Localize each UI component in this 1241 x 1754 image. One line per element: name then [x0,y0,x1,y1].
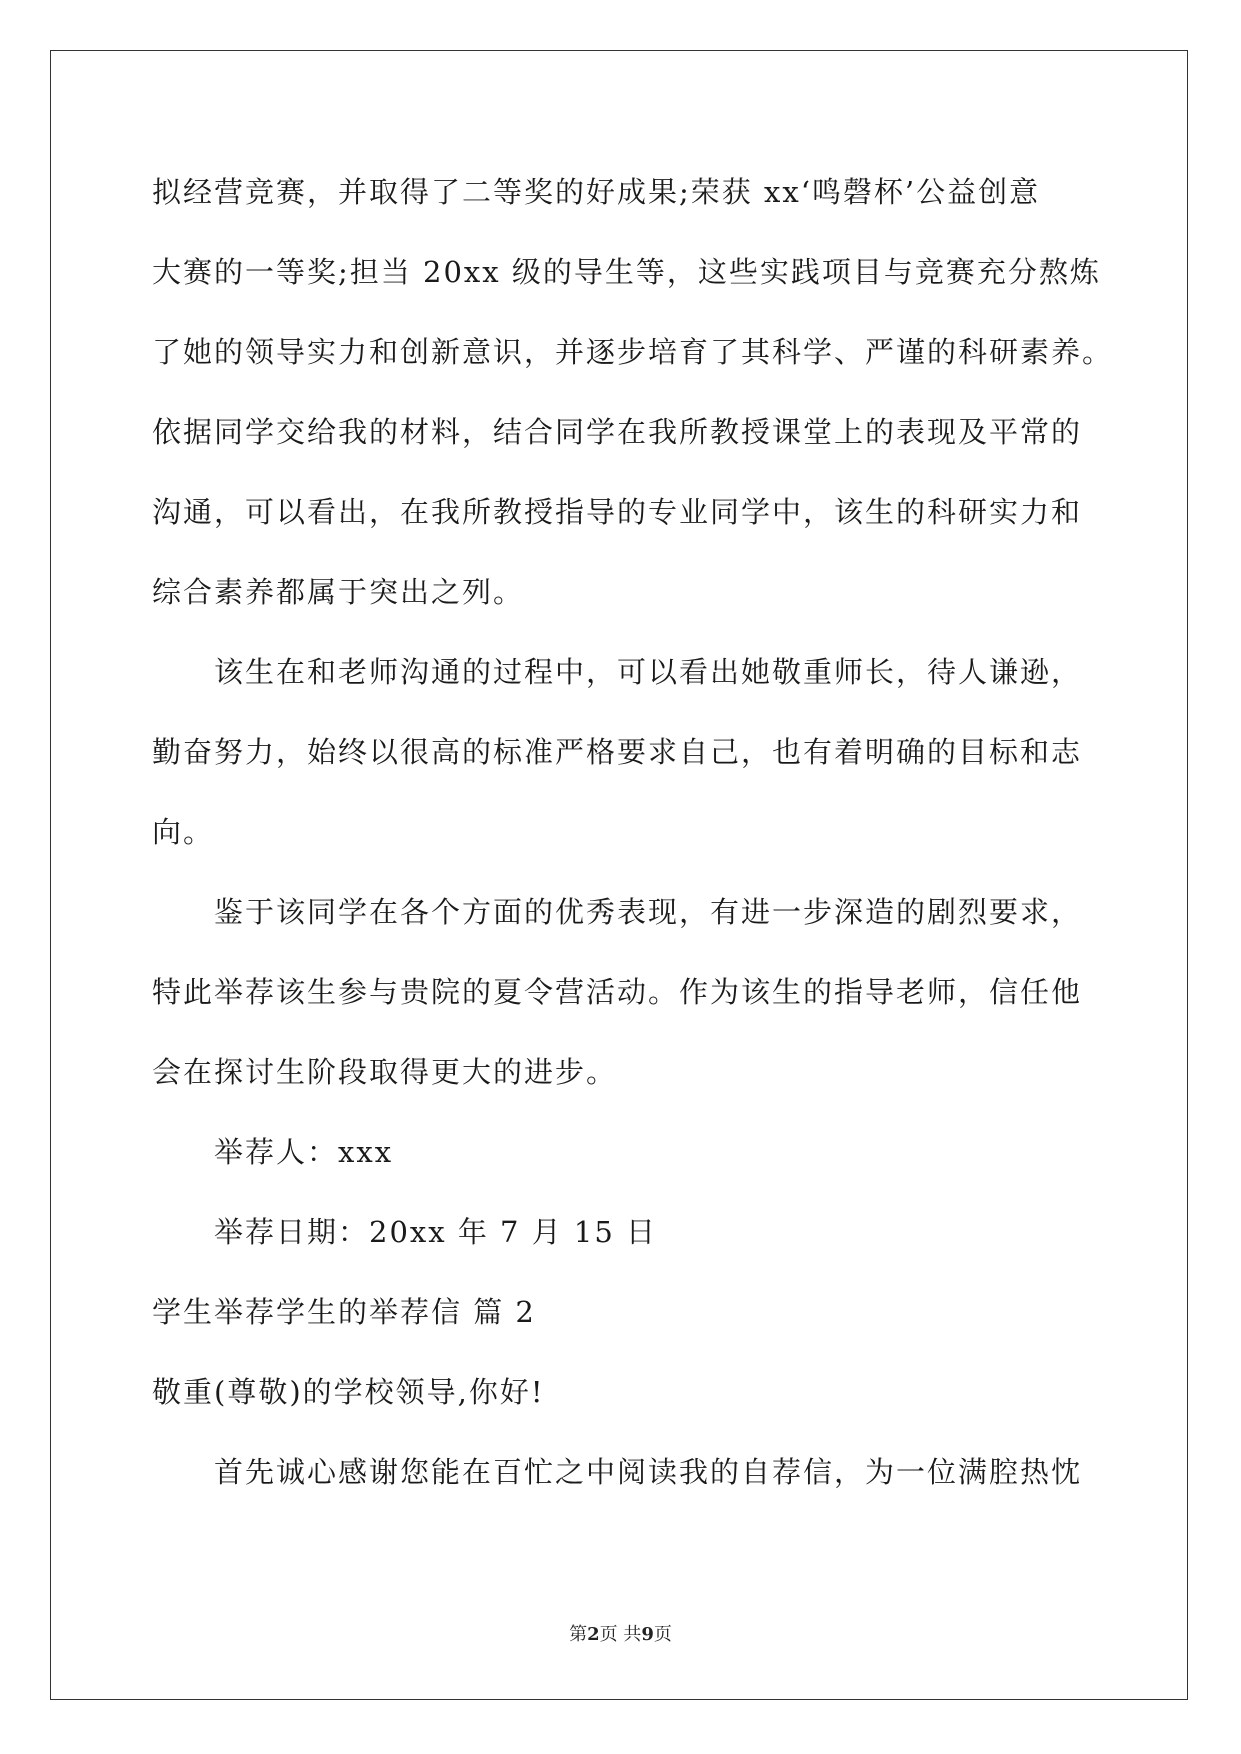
page-border [50,50,1188,1700]
footer-middle: 页 共 [599,1624,642,1645]
body-line-11: 特此举荐该生参与贵院的夏令营活动。作为该生的指导老师，信任他 [152,975,1083,1009]
body-line-8: 勤奋努力，始终以很高的标准严格要求自己，也有着明确的目标和志 [152,735,1083,769]
recommender-line: 举荐人：xxx [214,1135,394,1169]
body-line-5: 沟通，可以看出，在我所教授指导的专业同学中，该生的科研实力和 [152,495,1083,529]
page-footer [0,1620,1241,1646]
body-line-3: 了她的领导实力和创新意识，并逐步培育了其科学、严谨的科研素养。 [152,335,1114,369]
footer-prefix: 第 [569,1624,588,1645]
body-line-6: 综合素养都属于突出之列。 [152,575,525,609]
salutation-line: 敬重(尊敬)的学校领导,你好! [152,1375,545,1409]
section-heading: 学生举荐学生的举荐信 篇 2 [152,1295,536,1329]
body-line-12: 会在探讨生阶段取得更大的进步。 [152,1055,618,1089]
footer-suffix: 页 [653,1624,672,1645]
recommend-date-line: 举荐日期：20xx 年 7 月 15 日 [214,1215,658,1249]
body-line-1: 拟经营竞赛，并取得了二等奖的好成果;荣获 xx‘鸣磬杯’公益创意 [152,175,1041,209]
body-line-4: 依据同学交给我的材料，结合同学在我所教授课堂上的表现及平常的 [152,415,1083,449]
body-line-2: 大赛的一等奖;担当 20xx 级的导生等，这些实践项目与竞赛充分熬炼 [152,255,1101,289]
body-line-10: 鉴于该同学在各个方面的优秀表现，有进一步深造的剧烈要求， [214,895,1083,929]
footer-current-page: 2 [587,1624,600,1645]
body-line-7: 该生在和老师沟通的过程中，可以看出她敬重师长，待人谦逊， [214,655,1083,689]
body-line-17: 首先诚心感谢您能在百忙之中阅读我的自荐信，为一位满腔热忱 [214,1455,1083,1489]
footer-total-pages: 9 [641,1624,654,1645]
body-line-9: 向。 [152,815,215,849]
